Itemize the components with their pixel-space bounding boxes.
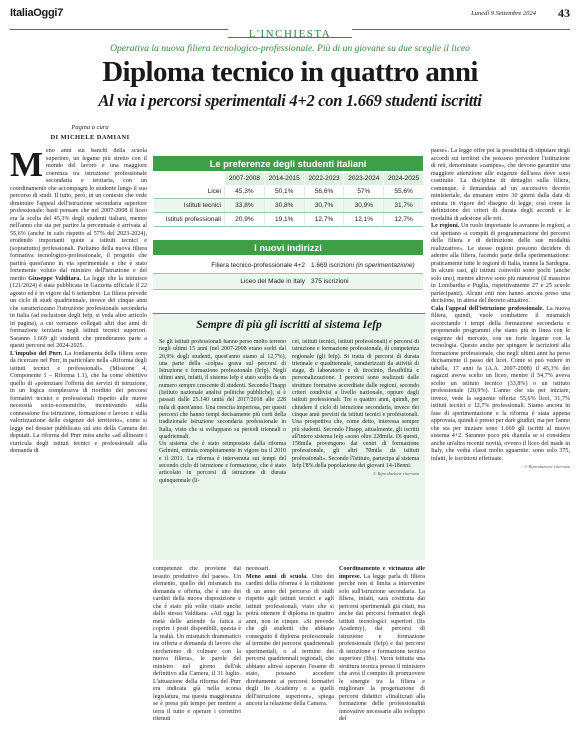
table-cell: 375 iscrizioni [308, 274, 423, 290]
article-subhead: Al via i percorsi sperimentali 4+2 con 1.669 studenti iscritti [98, 91, 482, 110]
preferences-header-row [154, 173, 424, 185]
table-cell: 31,7% [384, 198, 423, 212]
section-label-text: L'INCHIESTA [248, 28, 332, 40]
table-row [154, 185, 424, 199]
table-cell: 20,9% [224, 212, 264, 226]
right-text-b: Un ruolo importante lo avranno le regioni, a cui spettano «i compiti di programmazione dei percorsi della filiera e di definizione delle sue modalità realizzative». Le stesse regioni possono decidere di aderire alla filiera, facendo parte della sperimentazione: praticamente tutte le regioni di Italia, tranne la Sardegna. In alcuni casi, gli istituti coinvolti sono pochi (anche solo uno), mentre altrove sono più numerosi (il massimo in Lombardia e Puglia, rispettivamente 27 e 25 scuole partecipanti). Alcuni enti non hanno ancora preso una decisione, in attesa del decreto attuativo. [431, 223, 570, 304]
table-cell: 45,3% [224, 185, 264, 199]
enrollment-count: 1.669 iscrizioni [311, 262, 354, 269]
table-row [154, 212, 424, 226]
byline [45, 123, 135, 143]
addresses-table-title: I nuovi indirizzi [153, 240, 423, 255]
row-label: Istituti tecnici [154, 198, 225, 212]
section-rule-left [10, 29, 228, 30]
preferences-header-corner [154, 173, 225, 185]
drop-cap: M [10, 148, 44, 184]
table-cell: 50,1% [264, 185, 304, 199]
byline-page-credit: Pagina a cura [71, 124, 109, 131]
page-number: 43 [558, 6, 570, 20]
table-cell: 57% [344, 185, 384, 199]
article-column-3 [246, 566, 334, 748]
col3-text-a: necessari. [246, 566, 270, 572]
subheading-coordinamento: Coordinamento e vicinanza alle imprese. [339, 566, 425, 580]
table-cell: 12,7% [384, 212, 423, 226]
newspaper-logo: ItaliaOggi7 [10, 7, 63, 19]
table-cell: 33,8% [224, 198, 264, 212]
masthead [10, 7, 570, 21]
table-row [153, 258, 423, 274]
subheading-appeal: Cala l'appeal dell'istruzione professionale. [431, 305, 544, 312]
iefp-column-2 [292, 339, 419, 555]
row-label: Istituti professionali [154, 212, 225, 226]
table-cell: 12,1% [344, 212, 384, 226]
section-label [228, 22, 352, 38]
col4-text-a: La legge parla di filiera perché non si limita a intervenire solo sull'istruzione secondaria. La filiera, infatti, sarà costituita dai percorsi sperimentali già citati, ma anche dai percorsi formativi degli istituti tecnologici superiori (Its Academy), dai percorsi di istruzione e formazione professionale (Iefp) e dai percorsi di istruzione e formazione tecnica superiore (Ifts). Verrà istituita una struttura tecnica presso il ministero che avrà il compito di promuovere le sinergie tra la filiera e migliorare la progettazione di percorsi didattici «finalizzati alla formazione delle professionalità innovative necessarie allo sviluppo del [339, 573, 425, 722]
col1-text-a: eno anni sui banchi della scuola superiore, un legame più stretto con il mondo del lavoro e una maggiore coerenza tra istruzione professionale secondaria e terziaria, con un coordinamento che accompagni lo studente lungo il suo percorso di studi. Il tutto, però, in un contesto che vede diminuire l'appeal dell'istruzione secondaria superiore professionale: basti pensare che nel 2007-2008 il liceo era la scelta del 45,3% degli studenti italiani, mentre nell'anno che sta per partire la percentuale è arrivata al 55,6% (anche in calo rispetto al 57% del 2023-2024), erodendo importanti quote a istituti tecnici e (soprattutto) professionali. Parliamo della nuova filiera formativa tecnologico-professionale, il progetto che partirà quest'anno in via sperimentale e che è stato fortemente voluto dal ministro dell'istruzione e del merito [10, 148, 147, 282]
iefp-sidebar-box [153, 313, 425, 560]
row-label: Licei [154, 185, 225, 199]
issue-date: Lunedì 9 Settembre 2024 [471, 10, 536, 17]
row-label: Filiera tecnico-professionale 4+2 [153, 258, 308, 274]
col2-text-a: competenze che proviene dal tessuto produttivo del paese». Un elemento, quello del mismatch tra domanda e offerta, che è uno dei cardini della nuova disposizione e che è stato più volte citato anche dallo stesso Valditara: «Ad oggi la metà delle aziende fa fatica a coprire i posti disponibili, questa è la realtà. Un mismatch drammatico tra offerta e domanda di lavoro che cercheremo di colmare con la nuova filiera», le parole del ministro nel giorno dell'ok definitivo alla Camera, il 31 luglio. L'attuazione della riforma del Pnrr era indicata già nella scorsa legislatura, ma questa maggioranza se è presa più tempo per mettere a terra il tutto e operare i correttivi ritenuti [153, 566, 241, 722]
table-row [153, 274, 423, 290]
table-cell [308, 258, 423, 274]
iefp-col2-text: cei, istituti tecnici, istituti professionali) e percorsi di istruzione e formazione professionale, di competenza regionale (gli Iefp). Si tratta di percorsi di durata triennale e quadriennale, caratterizzati da attività di stage, di laboratorio e di tirocinio, flessibilità e personalizzazione. I percorsi sono realizzati dalle strutture formative accreditate dalle regioni, secondo criteri condivisi a livello nazionale, oppure dagli istituti professionali. Tre o quattro anni, quindi, per chiudere il ciclo di istruzione secondaria, invece dei cinque anni previsti da istituti tecnici e professionali. Una prospettiva che, come detto, interessa sempre più studenti. Secondo l'Inapp, attualmente, gli iscritti all'intero sistema Iefp «sono oltre 228mila. Di questi, 158mila provengono dai centri di formazione professionale, gli altri 70mila da istituti professionali». Secondo l'Istituto, partecipa al sistema Iefp l'8% della popolazione dei giovani 14-18enni. [292, 339, 419, 470]
addresses-table [153, 258, 423, 290]
minister-name: Giuseppe Valditara. [28, 275, 81, 282]
article-column-right [431, 148, 570, 748]
column-header: 2022-2023 [304, 173, 344, 185]
table-cell: 30,7% [304, 198, 344, 212]
col1-text-c: La fondamenta della filiera sono da ricercare nel Pnrr, in particolare nella «Riforma degli istituti tecnici e professionali» (Missione 4, Componente 1 – Riforma 1.1), che ha come obiettivo quello di «potenziare l'offerta dei servizi di istruzione, in un logica complessiva di riordino dei percorsi formativi tecnici e professionali rispetto alle nuove necessità socio-economiche, incentivando sulla connessione fra istruzione, formazione e lavoro e sulla valorizzazione delle esigenze del territorio», come si legge nel dossier pubblicato sul sito della Camera dei deputati. La riforma del Pnrr mira anche «ad allineare i curricula degli istituti tecnici e professionali alla domanda di [10, 350, 147, 454]
table-cell: 12,7% [304, 212, 344, 226]
table-cell: 56,6% [304, 185, 344, 199]
col3-text-b: Uno dei cardini della riforma è la riduzione di un anno del percorso di studi rispetto agli istituti tecnici e agli istituti professionali, visto che si potrà ottenere il diploma in quattro anni, non in cinque. «Si prevede che gli studenti che abbiano conseguito il diploma professionale al termine dei percorsi quadriennali sperimentali, o al termine dei percorsi quadriennali regionali, che abbiano altresì superato l'esame di stato, possano accedere direttamente ai percorsi formativi degli Its Academy o a quelli dell'istruzione superiore», spiega ancora la relazione della Camera. [246, 573, 334, 707]
article-kicker: Operativa la nuova filiera tecnologico-professionale. Più di un giovane su due sceglie il liceo [110, 43, 470, 54]
row-label: Liceo del Made in Italy [153, 274, 308, 290]
iefp-box-title: Sempre di più gli iscritti al sistema Iefp [196, 319, 382, 331]
column-header: 2024-2025 [384, 173, 423, 185]
article-column-1 [10, 148, 147, 748]
column-header: 2023-2024 [344, 173, 384, 185]
iefp-copyright: © Riproduzione riservata [373, 471, 419, 477]
col1-text-b: La legge che la istituisce (121/2024) è stata pubblicata in Gazzetta ufficiale il 22 agosto ed è in vigore dal 6 settembre. La filiera prevede un ciclo di studi quadriennale, invece dei cinque anni che caratterizzano l'istruzione professionale secondaria in Italia (ad esclusione degli Iefp, si veda altro articolo in pagina), a cui verranno collegati altri due anni di formazione terziaria negli istituti tecnici superiori. Saranno 1.669 gli studenti che prenderanno parte a questi percorsi nel 2024-2025. [10, 275, 147, 349]
table-cell: 55,6% [384, 185, 423, 199]
column-header: 2007-2008 [224, 173, 264, 185]
right-text-a: paese». La legge offre poi la possibilità di stipulare degli accordi sui territori che possono prevedere l'istituzione di reti, denominate «campus», che devono garantire una maggiore attenzione alle esigenze dell'area dove sono costituite. La disciplina di dettaglio sulla filiera, comunque, è demandata ad un successivo decreto ministeriale, da emanare entro 30 giorni dalla data di entrata in vigore del disegno di legge, così come la definizione dei criteri di durata degli accordi e le modalità di adesione alle reti. [431, 148, 570, 222]
preferences-table-title: Le preferenze degli studenti italiani [153, 156, 423, 171]
table-row [154, 198, 424, 212]
right-text-c: La nuova filiera, quindi, vuole combattere il mismatch accorciando i tempi della formazione secondaria e proponendo programmi che siano più in linea con le esigenze del mercato, con un forte legame con la tecnologia. Questo anche per spingere le iscrizioni alla formazione professionale, che negli ultimi anni ha perso decisamente il passo dei licei. Come si può vedere in tabella, 17 anni fa (A.A. 2007-2008) il 45,3% dei ragazzi aveva scelto un liceo, mentre il 54,7% aveva scelto un istituto tecnico (33,8%) o un istituto professionale (20,9%). L'anno che sta per iniziare, invece, vede la seguente offerta: 55,6% licei, 31,7% istituti tecnici e 12,7% professionali. Siamo ancora in fase di sperimentazione e la riforma è stata appena approvata, quindi è presto per dare giudizi, ma per l'anno che sta per iniziare sono 1.669 gli iscritti al nuovo sistema 4+2. Saranno poco più diamila se si considera anche un'altra recente novità, ovvero il liceo del made in Italy, che vedrà classi molto sguarnite: sono solo 375, infatti, le iscrizioni effettuate. [431, 305, 570, 462]
iefp-column-1 [159, 339, 286, 555]
table-cell: 19,1% [264, 212, 304, 226]
enrollment-note: (in sperimentazione) [355, 262, 415, 269]
section-rule-right [352, 29, 570, 30]
subheading-pnrr: L'impulso del Pnrr. [10, 350, 63, 357]
article-headline: Diploma tecnico in quattro anni [102, 56, 478, 88]
byline-author: DI MICHELE DAMIANI [50, 133, 130, 141]
article-copyright: © Riproduzione riservata [524, 464, 570, 469]
iefp-col1-text: Se gli istituti professionali hanno perso molto terreno negli ultimi 15 anni (nel 2007-2008 erano scelti dal 20,9% degli studenti, quest'anno siamo al 12,7%), una parte della «colpa» grava sul percorsi di Istruzione e formazione professionale (Iefp). Negli ultimi anni, infatti, il sistema Iefp è stato scelto da un numero sempre crescente di studenti. Secondo l'Inapp (Istituto nazionale analisi politiche pubbliche), si è passati dalle 25.140 unità del 2017/2018 alle 228 mila di quest'anno. Una crescita imperiosa, per questi percorsi che hanno tempi decisamente più corti della tradizionale istruzione secondaria professionale in Italia, visto che si sviluppano su periodi triennali o quadriennali. Un sistema che è stato reimpostato dalla riforma Gelmini, entrata completamente in vigore tra il 2010 e il 2011. La riforma è intervenuta sui tempi del secondo ciclo di istruzione e formazione, che è stato articolato in percorsi di istruzione di durata quinquennale (li- [159, 339, 286, 484]
column-header: 2014-2015 [264, 173, 304, 185]
table-cell: 30,8% [264, 198, 304, 212]
article-column-2 [153, 566, 241, 748]
article-column-4 [339, 566, 425, 748]
preferences-table [153, 173, 423, 227]
subheading-regioni: Le regioni. [431, 223, 460, 229]
table-cell: 30,9% [344, 198, 384, 212]
subheading-meno-anni: Meno anni di scuola. [246, 573, 308, 580]
